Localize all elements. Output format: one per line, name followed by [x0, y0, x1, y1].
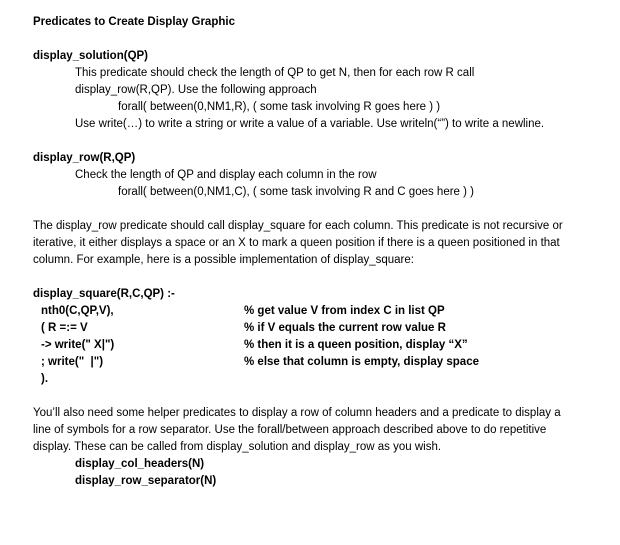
helpers-line-3: display. These can be called from display_solution and display_row as you wish.	[33, 441, 442, 453]
code-line-5: ).	[41, 373, 49, 385]
paragraph-line-1: The display_row predicate should call display_square for each column. This predicate is not recursive or	[33, 220, 563, 232]
document-title: Predicates to Create Display Graphic	[33, 16, 235, 28]
display-square-heading: display_square(R,C,QP) :-	[33, 288, 175, 300]
display-row-heading: display_row(R,QP)	[33, 152, 136, 164]
code-line-2: ( R =:= V	[41, 322, 88, 334]
display-solution-heading: display_solution(QP)	[33, 50, 149, 62]
code-line-3: -> write(" X|")	[41, 339, 115, 351]
helpers-line-1: You’ll also need some helper predicates to display a row of column headers and a predicate to display a	[33, 407, 561, 419]
helper-item-col-headers: display_col_headers(N)	[75, 458, 205, 470]
code-line-4: ; write(" |")	[41, 356, 104, 368]
paragraph-line-3: column. For example, here is a possible implementation of display_square:	[33, 254, 414, 266]
display-solution-write-note: Use write(…) to write a string or write a value of a variable. Use writeln(“”) to write a newline.	[75, 118, 545, 130]
display-row-forall: forall( between(0,NM1,C), ( some task involving R and C goes here ) )	[118, 186, 475, 198]
code-line-1: nth0(C,QP,V),	[41, 305, 114, 317]
display-solution-line-2: display_row(R,QP). Use the following approach	[75, 84, 317, 96]
code-comment-1: % get value V from index C in list QP	[244, 305, 445, 317]
display-solution-forall: forall( between(0,NM1,R), ( some task involving R goes here ) )	[118, 101, 441, 113]
paragraph-line-2: iterative, it either displays a space or an X to mark a queen position if there is a queen positioned in that	[33, 237, 560, 249]
display-row-line: Check the length of QP and display each column in the row	[75, 169, 377, 181]
code-comment-2: % if V equals the current row value R	[244, 322, 446, 334]
helpers-line-2: line of symbols for a row separator. Use the forall/between approach described above to do repetitive	[33, 424, 547, 436]
code-comment-4: % else that column is empty, display space	[244, 356, 479, 368]
display-solution-line-1: This predicate should check the length of QP to get N, then for each row R call	[75, 67, 475, 79]
helper-item-row-separator: display_row_separator(N)	[75, 475, 217, 487]
code-comment-3: % then it is a queen position, display “X”	[244, 339, 468, 351]
